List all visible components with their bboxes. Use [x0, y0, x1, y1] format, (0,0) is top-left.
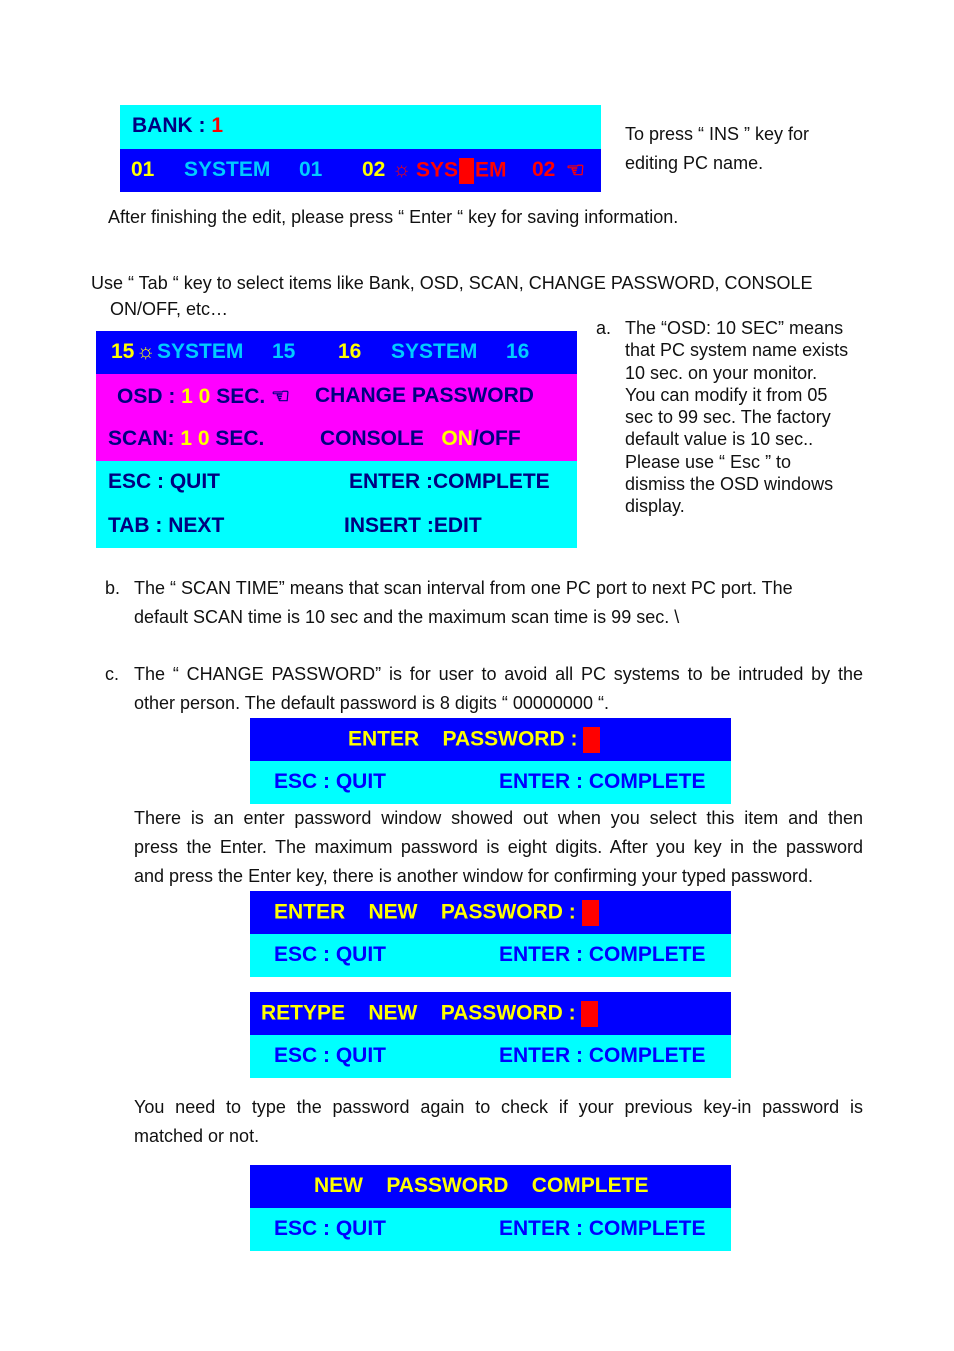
enter-complete-key[interactable]: ENTER : COMPLETE	[499, 1044, 706, 1067]
esc-quit-key[interactable]: ESC : QUIT	[274, 770, 387, 793]
bank-header-bar	[120, 105, 601, 149]
esc-quit-key[interactable]: ESC : QUIT	[274, 1044, 387, 1067]
osd-system-row[interactable]	[96, 331, 577, 374]
console-on: ON	[441, 427, 473, 450]
osd-time-setting[interactable]: OSD : 1 0 SEC. ☜	[117, 385, 290, 408]
password-cursor	[581, 1001, 598, 1027]
note-a-text: The “OSD: 10 SEC” means that PC system name exists 10 sec. on your monitor. You can modify it from 05 sec to 99 sec. The factory default value is 10 sec.. Please use “ Esc ” to dismiss the OSD windows display.	[625, 318, 849, 517]
port-id: 16	[338, 340, 362, 363]
note-c-marker: c.	[105, 664, 120, 684]
note-c-text: The “ CHANGE PASSWORD” is for user to avoid all PC systems to be intruded by the other person. The default password is 8 digits “ 00000000 “.	[134, 664, 863, 713]
system-name: SYSTEM	[157, 340, 244, 363]
enter-complete-key[interactable]: ENTER : COMPLETE	[499, 943, 706, 966]
enter-new-password-keys-bar	[250, 934, 731, 977]
osd-settings-panel	[96, 374, 577, 461]
ins-note: To press “ INS ” key for editing PC name.	[625, 124, 810, 173]
note-b-text: The “ SCAN TIME” means that scan interval from one PC port to next PC port. The default SCAN time is 10 sec and the maximum scan time is 99 sec. \	[134, 578, 793, 627]
esc-quit-key[interactable]: ESC : QUIT	[274, 1217, 387, 1240]
bank-system-row[interactable]	[120, 149, 601, 192]
system-name: SYSTEM	[391, 340, 478, 363]
hand-pointer-icon: ☜	[271, 385, 290, 408]
note-b-marker: b.	[105, 578, 121, 598]
retype-password-keys-bar	[250, 1035, 731, 1078]
osd-time-value: 1 0	[181, 385, 211, 408]
system-name-editing[interactable]: SYS EM	[416, 158, 507, 184]
enter-new-password-prompt[interactable]: ENTER NEW PASSWORD :	[274, 900, 599, 926]
edit-cursor	[459, 158, 474, 184]
tab-next-key[interactable]: TAB : NEXT	[108, 514, 225, 537]
port-id: 02	[362, 158, 386, 181]
enter-complete-key[interactable]: ENTER :COMPLETE	[349, 470, 550, 493]
port-id: 15	[111, 340, 135, 363]
password-complete-title-bar	[250, 1165, 731, 1208]
enter-password-prompt[interactable]: ENTER PASSWORD :	[348, 727, 600, 753]
enter-new-password-title-bar	[250, 891, 731, 934]
sun-icon: ☼	[136, 340, 156, 363]
retype-paragraph: You need to type the password again to check if your previous key-in password is matched or not.	[134, 1097, 863, 1146]
port-id: 01	[131, 158, 155, 181]
hand-pointer-icon: ☜	[566, 159, 585, 182]
password-complete-keys-bar	[250, 1208, 731, 1251]
enter-complete-key[interactable]: ENTER : COMPLETE	[499, 770, 706, 793]
tab-note: Use “ Tab “ key to select items like Bank, OSD, SCAN, CHANGE PASSWORD, CONSOLE ON/OFF, etc…	[91, 273, 813, 319]
enter-password-title-bar	[250, 718, 731, 761]
retype-password-title-bar	[250, 992, 731, 1035]
osd-keys-panel	[96, 461, 577, 548]
esc-quit-key[interactable]: ESC : QUIT	[108, 470, 221, 493]
enter-complete-key[interactable]: ENTER : COMPLETE	[499, 1217, 706, 1240]
password-cursor	[583, 727, 600, 753]
insert-edit-key[interactable]: INSERT :EDIT	[344, 514, 482, 537]
bank-value: 1	[211, 114, 224, 137]
port-id: 01	[299, 158, 323, 181]
change-password-item[interactable]: CHANGE PASSWORD	[315, 384, 534, 407]
bank-label: BANK : 1	[132, 114, 224, 137]
retype-password-prompt[interactable]: RETYPE NEW PASSWORD :	[261, 1001, 598, 1027]
port-id: 16	[506, 340, 530, 363]
system-name: SYSTEM	[184, 158, 271, 181]
console-off: /OFF	[472, 427, 521, 450]
enter-password-paragraph: There is an enter password window showed out when you select this item and then press the Enter. The maximum password is eight digits. After you key in the password and press the Enter key, there is another window for confirming your typed password.	[134, 808, 863, 886]
enter-password-keys-bar	[250, 761, 731, 804]
scan-time-value: 1 0	[180, 427, 210, 450]
sun-icon: ☼	[392, 158, 412, 181]
password-complete-message: NEW PASSWORD COMPLETE	[314, 1174, 649, 1197]
console-toggle[interactable]: CONSOLE ON/OFF	[320, 427, 521, 450]
after-edit-text: After finishing the edit, please press “ Enter “ key for saving information.	[108, 207, 679, 227]
scan-time-setting[interactable]: SCAN: 1 0 SEC.	[108, 427, 265, 450]
port-id: 15	[272, 340, 296, 363]
port-id: 02	[532, 158, 556, 181]
note-a-marker: a.	[596, 318, 612, 338]
password-cursor	[582, 900, 599, 926]
esc-quit-key[interactable]: ESC : QUIT	[274, 943, 387, 966]
